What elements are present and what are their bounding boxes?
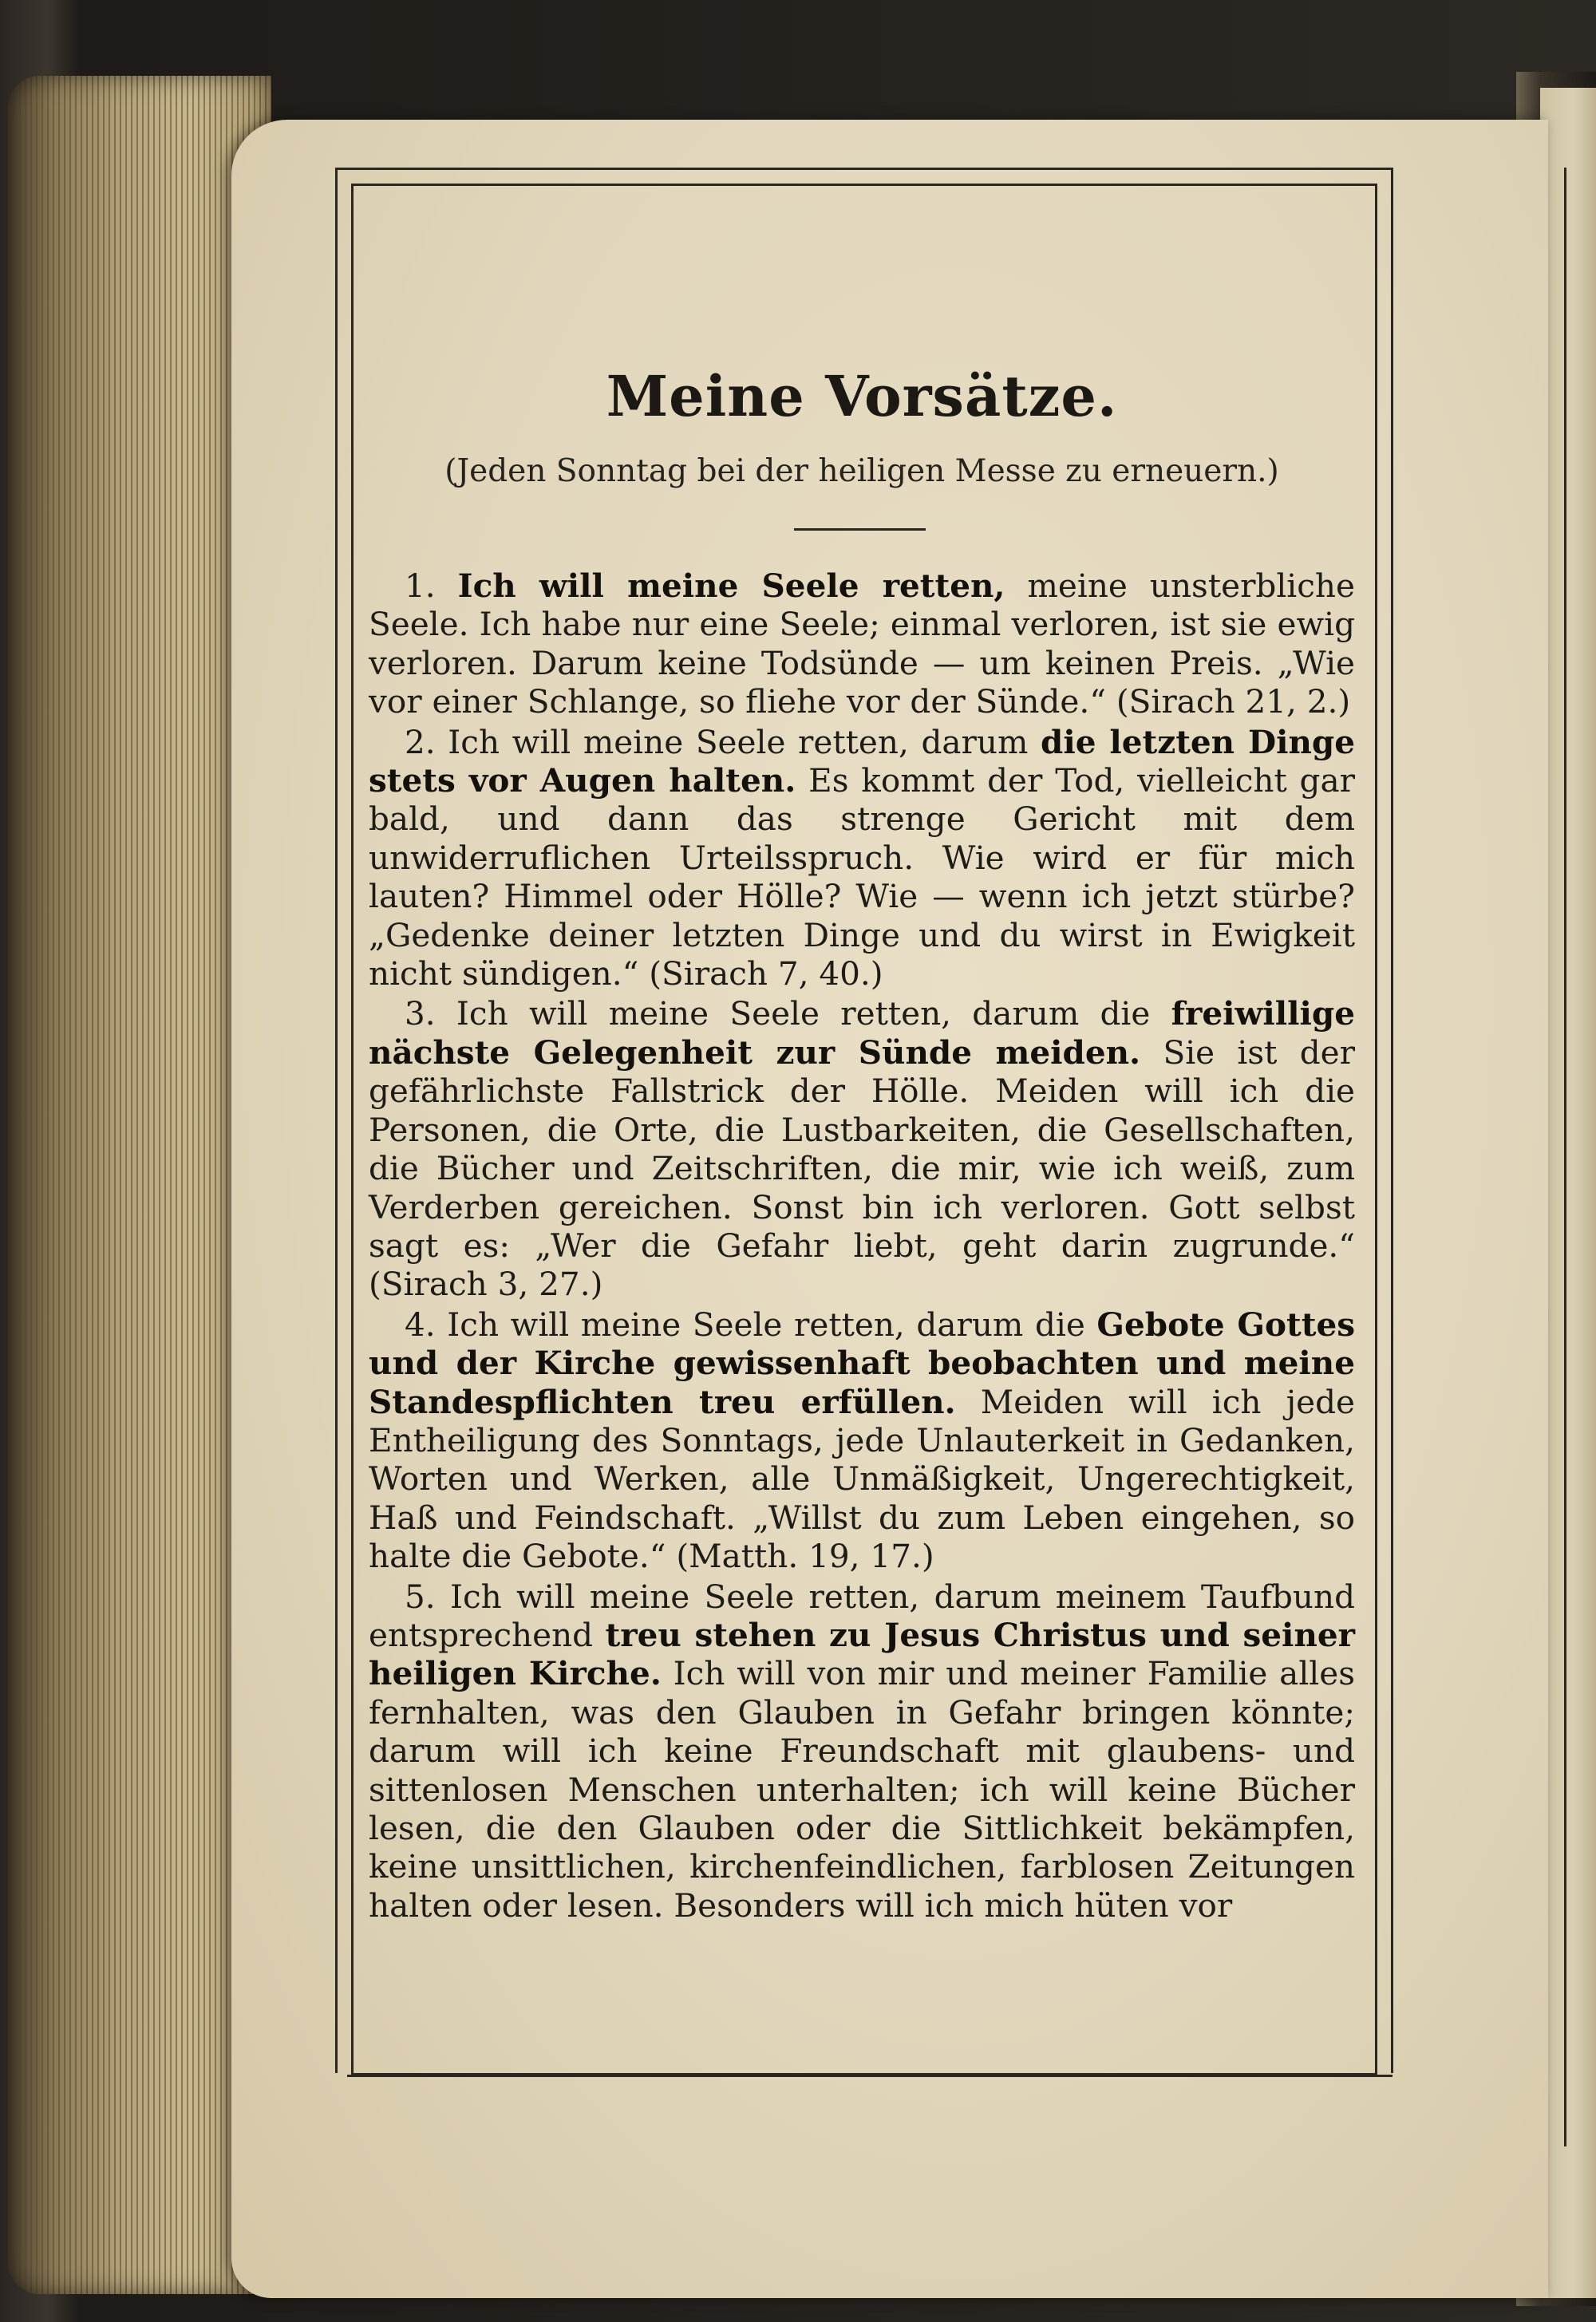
- page-frame-bottom-rule: [347, 2075, 1393, 2077]
- resolution-text: Ich will meine Seele retten, darum die: [447, 1305, 1097, 1344]
- resolution-text: Ich will meine Seele retten, darum die: [456, 994, 1171, 1033]
- resolution-2: [369, 723, 1355, 993]
- resolution-text: Meiden will ich jede Entheiligung des Sonntags, jede Unlauterkeit in Gedanken, Worten und Werken, alle Unmäßigkeit, Ungerechtigkeit, Haß und Feindschaft. „Willst du zum Leben eingehen, so halte die Gebote.“ (Matth. 19, 17.): [369, 1382, 1355, 1576]
- resolution-text: Ich will meine Seele retten, darum: [448, 722, 1041, 761]
- resolution-number: 4.: [405, 1305, 436, 1344]
- resolution-emphasis: Ich will meine Seele retten,: [457, 567, 1005, 605]
- next-page-frame-rule: [1564, 168, 1566, 2146]
- resolution-emphasis: treu stehen zu Jesus Christus und seiner heiligen Kirche.: [369, 1615, 1355, 1693]
- resolution-4: [369, 1305, 1355, 1576]
- title-divider: [794, 528, 926, 531]
- resolution-text: Ich will von mir und meiner Familie alles fernhalten, was den Glauben in Gefahr bringen könnte; darum will ich keine Freundschaft mit glaubens- und sittenlosen Menschen unterhalten; ich will keine Bücher lesen, die den Glauben oder die Sittlichkeit bekämpfen, keine unsittlichen, kirchenfeindlichen, farblosen Zeitungen halten oder lesen. Besonders will ich mich hüten vor: [369, 1654, 1355, 1925]
- resolution-number: 1.: [405, 567, 436, 605]
- resolution-text: Ich will meine Seele retten, darum meinem Taufbund entsprechend: [369, 1577, 1355, 1654]
- resolution-5: [369, 1578, 1355, 1925]
- resolution-emphasis: die letzten Dinge stets vor Augen halten.: [369, 722, 1355, 800]
- resolution-text: Sie ist der gefährlichste Fallstrick der Hölle. Meiden will ich die Personen, die Orte, die Lustbarkeiten, die Gesellschaften, die Bücher und Zeitschriften, die mir, wie ich weiß, zum Verderben gereichen. Sonst bin ich verloren. Gott selbst sagt es: „Wer die Gefahr liebt, geht darin zugrunde.“ (Sirach 3, 27.): [369, 1033, 1355, 1304]
- resolution-text: meine unsterbliche Seele. Ich habe nur eine Seele; einmal verloren, ist sie ewig verloren. Darum keine Todsünde — um keinen Preis. „Wie vor einer Schlange, so fliehe vor der Sünde.“ (Sirach 21, 2.): [369, 567, 1355, 721]
- resolutions-text: [369, 567, 1355, 1926]
- resolution-number: 5.: [405, 1577, 436, 1616]
- resolution-number: 2.: [405, 722, 436, 761]
- resolution-number: 3.: [405, 994, 436, 1033]
- resolution-emphasis: Gebote Gottes und der Kirche gewissenhaft beobachten und meine Standespflichten treu erfüllen.: [369, 1305, 1356, 1421]
- resolution-emphasis: freiwillige nächste Gelegenheit zur Sünde meiden.: [369, 994, 1356, 1072]
- resolution-3: [369, 994, 1355, 1303]
- resolution-text: Es kommt der Tod, vielleicht gar bald, und dann das strenge Gericht mit dem unwiderruflichen Urteilsspruch. Wie wird er für mich lauten? Himmel oder Hölle? Wie — wenn ich jetzt stürbe? „Gedenke deiner letzten Dinge und du wirst in Ewigkeit nicht sündigen.“ (Sirach 7, 40.): [369, 761, 1355, 993]
- page-subtitle: (Jeden Sonntag bei der heiligen Messe zu erneuern.): [444, 453, 1279, 489]
- resolution-1: [369, 567, 1355, 721]
- next-page-edge: [1540, 88, 1596, 2298]
- page-title: Meine Vorsätze.: [606, 363, 1118, 429]
